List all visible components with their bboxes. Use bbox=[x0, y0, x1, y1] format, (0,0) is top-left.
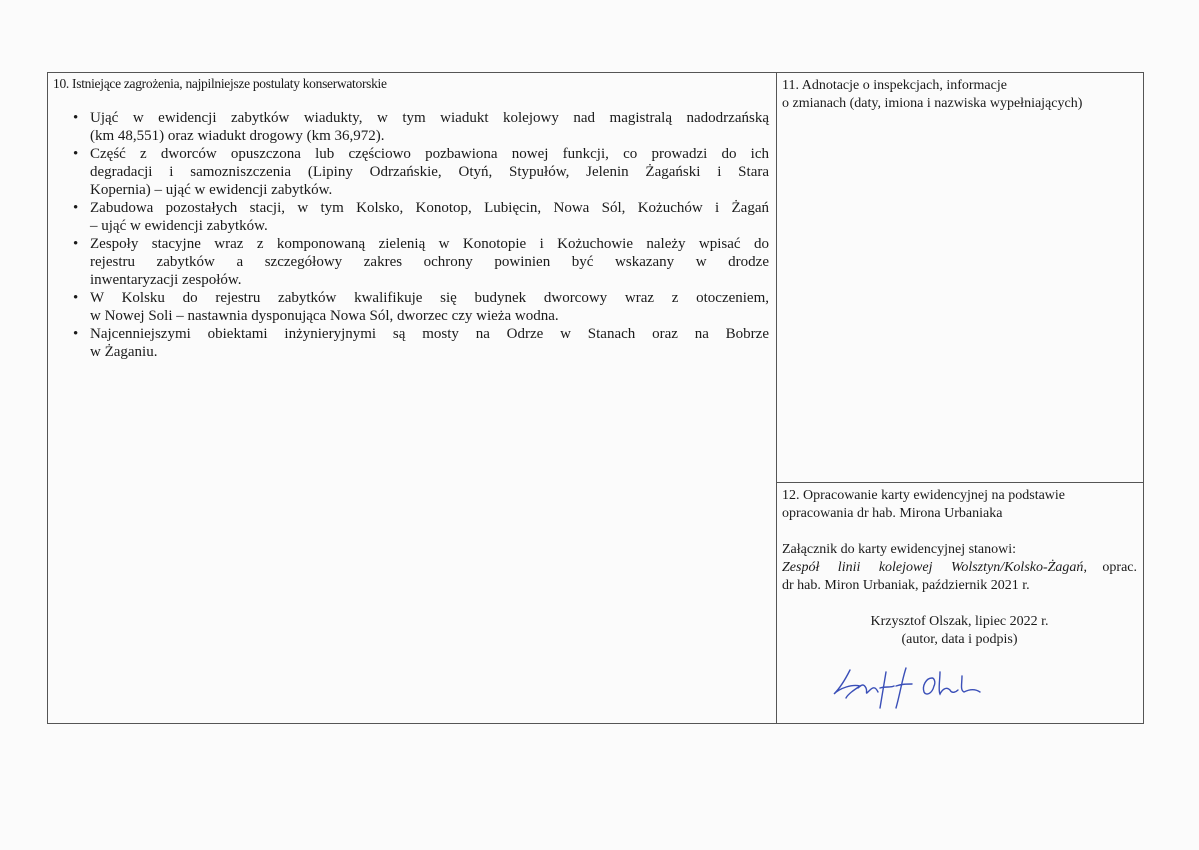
list-item-line: Zespoły stacyjne wraz z komponowaną zielenią w Konotopie i Kożuchowie należy wpisać do bbox=[90, 236, 769, 252]
handwritten-signature bbox=[830, 662, 1010, 712]
list-item-line: Ująć w ewidencji zabytków wiadukty, w tym wiadukt kolejowy nad magistralą nadodrzańską bbox=[90, 110, 769, 126]
threat-list-item bbox=[73, 199, 769, 235]
threat-list-item bbox=[73, 325, 769, 361]
bullet-icon: • bbox=[73, 326, 79, 342]
list-item-line: degradacji i samozniszczenia (Lipiny Odrzańskie, Otyń, Stypułów, Jelenin Żagański i Stara bbox=[90, 164, 769, 180]
bullet-icon: • bbox=[73, 146, 79, 162]
list-item-line: (km 48,551) oraz wiadukt drogowy (km 36,972). bbox=[90, 128, 385, 144]
section-12-heading-line2: opracowania dr hab. Mirona Urbaniaka bbox=[782, 506, 1003, 521]
attachment-intro: Załącznik do karty ewidencyjnej stanowi: bbox=[782, 542, 1017, 557]
section-12-heading-line1: 12. Opracowanie karty ewidencyjnej na podstawie bbox=[782, 488, 1066, 503]
list-item-line: Zabudowa pozostałych stacji, w tym Kolsko, Konotop, Lubięcin, Nowa Sól, Kożuchów i Żagań bbox=[90, 200, 769, 216]
list-item-line: rejestru zabytków a szczegółowy zakres ochrony powinien być wskazany w drodze bbox=[90, 254, 769, 270]
list-item-line: Kopernia) – ująć w ewidencji zabytków. bbox=[90, 182, 333, 198]
attachment-rest: , oprac. bbox=[1083, 560, 1137, 575]
row-divider bbox=[777, 482, 1143, 483]
author-caption: (autor, data i podpis) bbox=[901, 632, 1018, 647]
attachment-line3: dr hab. Miron Urbaniak, październik 2021 r. bbox=[782, 578, 1030, 593]
record-card-table bbox=[47, 72, 1144, 724]
list-item-line: Najcenniejszymi obiektami inżynieryjnymi są mosty na Odrze w Stanach oraz na Bobrze bbox=[90, 326, 769, 342]
bullet-icon: • bbox=[73, 236, 79, 252]
section-11-heading-line2: o zmianach (daty, imiona i nazwiska wypełniających) bbox=[782, 96, 1083, 111]
threats-bullet-list bbox=[73, 109, 769, 361]
bullet-icon: • bbox=[73, 290, 79, 306]
list-item-line: inwentaryzacji zespołów. bbox=[90, 272, 242, 288]
section-10-heading: 10. Istniejące zagrożenia, najpilniejsze postulaty konserwatorskie bbox=[53, 76, 387, 91]
list-item-line: w Nowej Soli – nastawnia dysponująca Nowa Sól, dworzec czy wieża wodna. bbox=[90, 308, 559, 324]
column-divider bbox=[776, 73, 777, 723]
list-item-line: W Kolsku do rejestru zabytków kwalifikuje się budynek dworcowy wraz z otoczeniem, bbox=[90, 290, 769, 306]
list-item-line: w Żaganiu. bbox=[90, 344, 158, 360]
threat-list-item bbox=[73, 109, 769, 145]
author-line: Krzysztof Olszak, lipiec 2022 r. bbox=[870, 614, 1049, 629]
list-item-line: – ująć w ewidencji zabytków. bbox=[90, 218, 268, 234]
threat-list-item bbox=[73, 145, 769, 199]
threat-list-item bbox=[73, 235, 769, 289]
bullet-icon: • bbox=[73, 110, 79, 126]
section-11-heading-line1: 11. Adnotacje o inspekcjach, informacje bbox=[782, 78, 1007, 93]
list-item-line: Część z dworców opuszczona lub częściowo pozbawiona nowej funkcji, co prowadzi do ich bbox=[90, 146, 769, 162]
attachment-title: Zespół linii kolejowej Wolsztyn/Kolsko-Żagań bbox=[782, 560, 1084, 575]
section-12 bbox=[782, 487, 1137, 649]
attachment-line bbox=[782, 559, 1137, 577]
threat-list-item bbox=[73, 289, 769, 325]
bullet-icon: • bbox=[73, 200, 79, 216]
section-11 bbox=[782, 77, 1082, 113]
